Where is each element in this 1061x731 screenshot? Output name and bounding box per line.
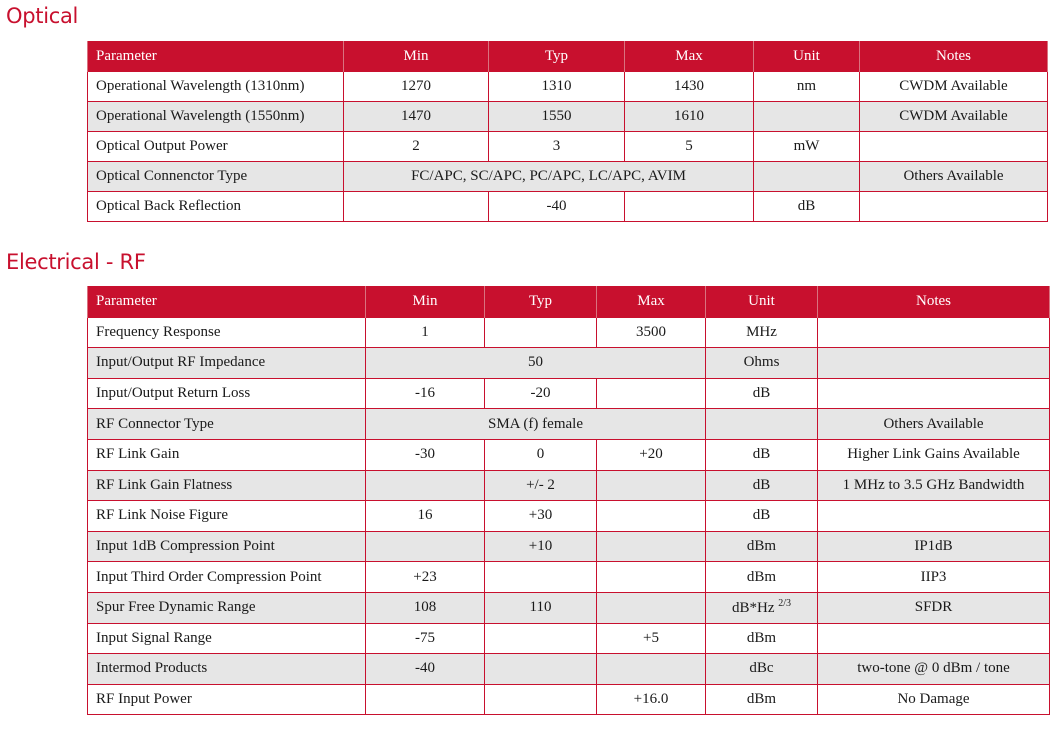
cell-notes: IP1dB xyxy=(818,531,1050,562)
cell-parameter: Input/Output RF Impedance xyxy=(88,348,366,379)
header-notes: Notes xyxy=(860,42,1048,72)
cell-min: 1 xyxy=(366,317,485,348)
table-row xyxy=(88,378,1050,409)
cell-typ: -20 xyxy=(485,378,597,409)
cell-max: +16.0 xyxy=(597,684,706,715)
cell-parameter: Input 1dB Compression Point xyxy=(88,531,366,562)
table-row xyxy=(88,192,1048,222)
cell-parameter: Operational Wavelength (1550nm) xyxy=(88,102,344,132)
table-header-row xyxy=(88,287,1050,318)
cell-unit: mW xyxy=(754,132,860,162)
cell-notes: CWDM Available xyxy=(860,102,1048,132)
table-row xyxy=(88,102,1048,132)
cell-parameter: RF Link Gain xyxy=(88,439,366,470)
table-row xyxy=(88,132,1048,162)
cell-notes: CWDM Available xyxy=(860,72,1048,102)
cell-unit: dBm xyxy=(706,562,818,593)
cell-typ: +10 xyxy=(485,531,597,562)
cell-unit: dBc xyxy=(706,654,818,685)
cell-typ: 1310 xyxy=(489,72,625,102)
table-row xyxy=(88,531,1050,562)
cell-max: 5 xyxy=(625,132,754,162)
cell-notes: SFDR xyxy=(818,592,1050,623)
cell-span-value: SMA (f) female xyxy=(366,409,706,440)
cell-parameter: Optical Connenctor Type xyxy=(88,162,344,192)
cell-unit xyxy=(754,102,860,132)
cell-typ: +/- 2 xyxy=(485,470,597,501)
rf-section-title: Electrical - RF xyxy=(6,250,146,274)
cell-unit: Ohms xyxy=(706,348,818,379)
cell-span-value: 50 xyxy=(366,348,706,379)
cell-min: 1470 xyxy=(344,102,489,132)
table-row xyxy=(88,623,1050,654)
cell-max xyxy=(597,378,706,409)
cell-min: 2 xyxy=(344,132,489,162)
cell-parameter: Input Signal Range xyxy=(88,623,366,654)
cell-parameter: RF Link Gain Flatness xyxy=(88,470,366,501)
cell-min xyxy=(366,470,485,501)
cell-typ xyxy=(485,684,597,715)
cell-typ: 1550 xyxy=(489,102,625,132)
cell-unit: dB xyxy=(754,192,860,222)
cell-typ: 110 xyxy=(485,592,597,623)
cell-notes: Others Available xyxy=(860,162,1048,192)
cell-unit: MHz xyxy=(706,317,818,348)
header-typ: Typ xyxy=(489,42,625,72)
cell-max xyxy=(625,192,754,222)
cell-typ xyxy=(485,562,597,593)
cell-parameter: Intermod Products xyxy=(88,654,366,685)
cell-notes: No Damage xyxy=(818,684,1050,715)
cell-typ xyxy=(485,317,597,348)
cell-max: 3500 xyxy=(597,317,706,348)
cell-unit: dB xyxy=(706,470,818,501)
table-row xyxy=(88,501,1050,532)
cell-parameter: RF Connector Type xyxy=(88,409,366,440)
cell-parameter: Operational Wavelength (1310nm) xyxy=(88,72,344,102)
cell-parameter: Spur Free Dynamic Range xyxy=(88,592,366,623)
cell-typ: 0 xyxy=(485,439,597,470)
table-row xyxy=(88,439,1050,470)
table-row xyxy=(88,72,1048,102)
table-header-row xyxy=(88,42,1048,72)
cell-notes xyxy=(818,378,1050,409)
cell-max: +5 xyxy=(597,623,706,654)
header-notes: Notes xyxy=(818,287,1050,318)
cell-notes xyxy=(818,348,1050,379)
table-row xyxy=(88,409,1050,440)
cell-parameter: Input Third Order Compression Point xyxy=(88,562,366,593)
cell-unit: dB xyxy=(706,501,818,532)
cell-typ xyxy=(485,623,597,654)
table-row xyxy=(88,562,1050,593)
header-unit: Unit xyxy=(706,287,818,318)
cell-notes: Others Available xyxy=(818,409,1050,440)
cell-typ: +30 xyxy=(485,501,597,532)
cell-unit xyxy=(706,592,818,623)
header-min: Min xyxy=(344,42,489,72)
table-row xyxy=(88,654,1050,685)
cell-min xyxy=(344,192,489,222)
header-typ: Typ xyxy=(485,287,597,318)
cell-typ: 3 xyxy=(489,132,625,162)
cell-unit: dBm xyxy=(706,531,818,562)
cell-notes xyxy=(818,623,1050,654)
unit-superscript: 2/3 xyxy=(778,598,792,610)
cell-unit: dB xyxy=(706,439,818,470)
cell-min: -30 xyxy=(366,439,485,470)
cell-notes xyxy=(818,317,1050,348)
cell-min: -75 xyxy=(366,623,485,654)
header-parameter: Parameter xyxy=(88,42,344,72)
cell-max: 1610 xyxy=(625,102,754,132)
table-row xyxy=(88,348,1050,379)
cell-notes xyxy=(818,501,1050,532)
header-unit: Unit xyxy=(754,42,860,72)
cell-min xyxy=(366,684,485,715)
cell-min: 108 xyxy=(366,592,485,623)
cell-unit: dBm xyxy=(706,623,818,654)
header-min: Min xyxy=(366,287,485,318)
table-row xyxy=(88,592,1050,623)
cell-unit xyxy=(754,162,860,192)
optical-section-title: Optical xyxy=(6,4,79,28)
cell-unit: nm xyxy=(754,72,860,102)
cell-parameter: Optical Back Reflection xyxy=(88,192,344,222)
table-row xyxy=(88,470,1050,501)
cell-typ: -40 xyxy=(489,192,625,222)
table-row xyxy=(88,684,1050,715)
cell-notes xyxy=(860,192,1048,222)
header-max: Max xyxy=(625,42,754,72)
cell-notes: two-tone @ 0 dBm / tone xyxy=(818,654,1050,685)
cell-max xyxy=(597,654,706,685)
cell-parameter: Optical Output Power xyxy=(88,132,344,162)
cell-min: -16 xyxy=(366,378,485,409)
cell-notes: IIP3 xyxy=(818,562,1050,593)
cell-max xyxy=(597,592,706,623)
cell-max xyxy=(597,470,706,501)
cell-unit: dBm xyxy=(706,684,818,715)
cell-max: 1430 xyxy=(625,72,754,102)
cell-min xyxy=(366,531,485,562)
table-row xyxy=(88,162,1048,192)
header-max: Max xyxy=(597,287,706,318)
cell-notes xyxy=(860,132,1048,162)
cell-parameter: RF Link Noise Figure xyxy=(88,501,366,532)
cell-parameter: Input/Output Return Loss xyxy=(88,378,366,409)
optical-spec-table xyxy=(87,41,1048,222)
header-parameter: Parameter xyxy=(88,287,366,318)
table-row xyxy=(88,317,1050,348)
cell-min: 1270 xyxy=(344,72,489,102)
cell-parameter: RF Input Power xyxy=(88,684,366,715)
unit-text: dB*Hz xyxy=(731,600,775,617)
cell-unit xyxy=(706,409,818,440)
cell-min: -40 xyxy=(366,654,485,685)
cell-max xyxy=(597,562,706,593)
cell-notes: Higher Link Gains Available xyxy=(818,439,1050,470)
cell-max xyxy=(597,531,706,562)
cell-span-value: FC/APC, SC/APC, PC/APC, LC/APC, AVIM xyxy=(344,162,754,192)
rf-spec-table xyxy=(87,286,1050,715)
cell-max: +20 xyxy=(597,439,706,470)
cell-typ xyxy=(485,654,597,685)
cell-unit: dB xyxy=(706,378,818,409)
cell-parameter: Frequency Response xyxy=(88,317,366,348)
cell-min: +23 xyxy=(366,562,485,593)
cell-notes: 1 MHz to 3.5 GHz Bandwidth xyxy=(818,470,1050,501)
cell-max xyxy=(597,501,706,532)
cell-min: 16 xyxy=(366,501,485,532)
